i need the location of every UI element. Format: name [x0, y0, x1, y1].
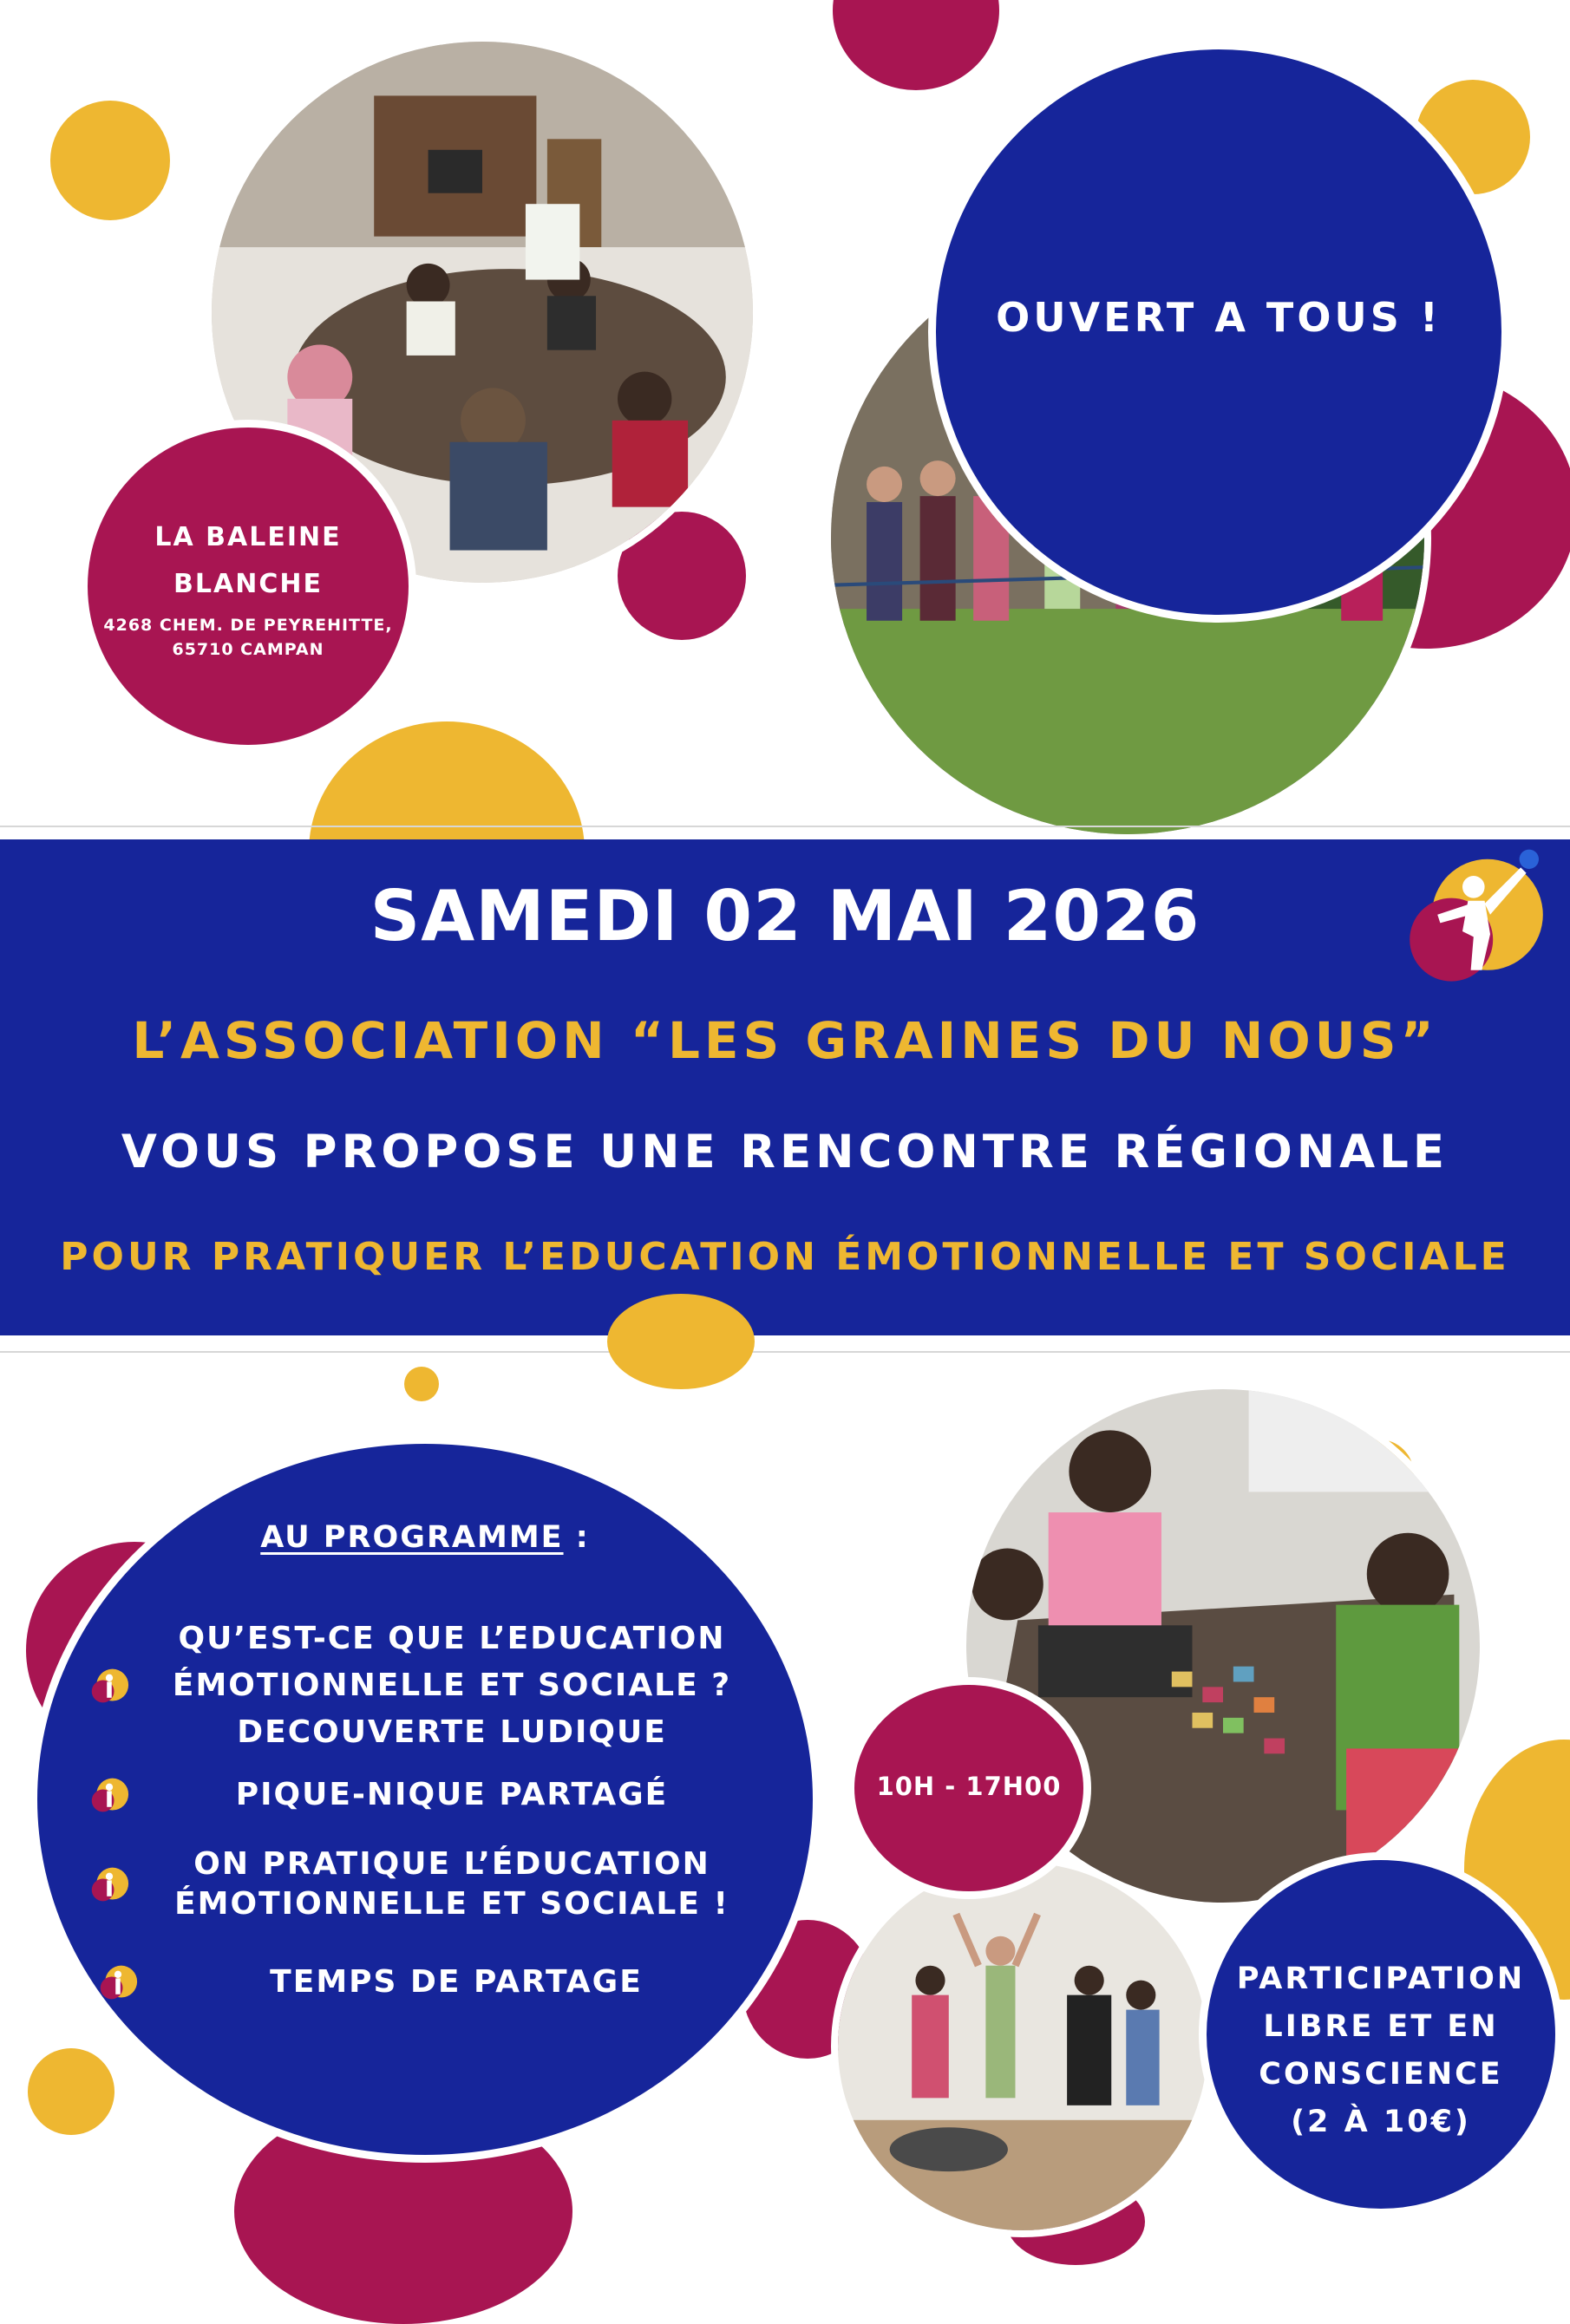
- event-date: SAMEDI 02 MAI 2026: [370, 876, 1200, 956]
- programme-item: [89, 1844, 775, 1924]
- programme-item: [89, 1772, 775, 1818]
- workshop-photo-indoor-group: [831, 1856, 1214, 2237]
- participation-text: [1207, 1955, 1555, 2146]
- divider-line: [0, 826, 1570, 827]
- participation-line2: LIBRE ET EN: [1263, 2009, 1499, 2044]
- venue-address: [88, 613, 409, 662]
- participation-circle: [1199, 1852, 1563, 2216]
- address-line1: 4268 CHEM. DE PEYREHITTE,: [103, 616, 393, 635]
- participation-line1: PARTICIPATION: [1236, 1962, 1526, 1996]
- venue-name: [88, 514, 409, 608]
- location-circle: [80, 420, 416, 753]
- small-logo-bullet-icon: [89, 1666, 129, 1706]
- programme-item-line: DECOUVERTE LUDIQUE: [237, 1714, 667, 1750]
- venue-name-line1: LA BALEINE: [154, 522, 342, 552]
- programme-heading-label: AU PROGRAMME: [260, 1520, 564, 1555]
- divider-line: [0, 1351, 1570, 1353]
- programme-heading: [37, 1520, 813, 1555]
- hours-circle: [847, 1677, 1091, 1899]
- decor-dot: [28, 2048, 114, 2135]
- small-logo-bullet-icon: [98, 1962, 138, 2002]
- purpose-text: POUR PRATIQUER L’EDUCATION ÉMOTIONNELLE ET SOCIALE: [60, 1235, 1510, 1279]
- programme-heading-colon: :: [563, 1520, 590, 1555]
- small-logo-bullet-icon: [89, 1775, 129, 1815]
- decor-dot: [50, 101, 170, 220]
- programme-item-line: ÉMOTIONNELLE ET SOCIALE !: [174, 1886, 729, 1922]
- programme-item-line: QU’EST-CE QUE L’EDUCATION: [178, 1621, 726, 1656]
- programme-circle: [29, 1436, 821, 2163]
- decor-dot: [833, 0, 999, 90]
- participation-line3: CONSCIENCE: [1259, 2057, 1503, 2092]
- open-to-all-badge: [928, 42, 1509, 623]
- small-logo-bullet-icon: [89, 1864, 129, 1904]
- programme-item-line: TEMPS DE PARTAGE: [270, 1964, 643, 2000]
- programme-item: [89, 1616, 775, 1756]
- association-name: L’ASSOCIATION “LES GRAINES DU NOUS”: [132, 1011, 1438, 1070]
- programme-item-line: ÉMOTIONNELLE ET SOCIALE ?: [172, 1668, 732, 1703]
- address-line2: 65710 CAMPAN: [172, 640, 324, 659]
- decor-dot: [404, 1367, 439, 1401]
- venue-name-line2: BLANCHE: [173, 569, 323, 599]
- programme-item: [98, 1959, 775, 2006]
- participation-line4: (2 À 10€): [1291, 2105, 1471, 2139]
- decor-dot: [607, 1294, 755, 1389]
- hours-text: 10H - 17H00: [876, 1772, 1062, 1801]
- figure-juggling-logo-icon: [1402, 848, 1551, 987]
- event-banner: [0, 839, 1570, 1335]
- programme-item-line: ON PRATIQUE L’ÉDUCATION: [193, 1846, 710, 1882]
- programme-item-line: PIQUE-NIQUE PARTAGÉ: [235, 1777, 669, 1812]
- open-to-all-text: OUVERT A TOUS !: [996, 294, 1442, 341]
- proposal-text: VOUS PROPOSE UNE RENCONTRE RÉGIONALE: [121, 1126, 1449, 1178]
